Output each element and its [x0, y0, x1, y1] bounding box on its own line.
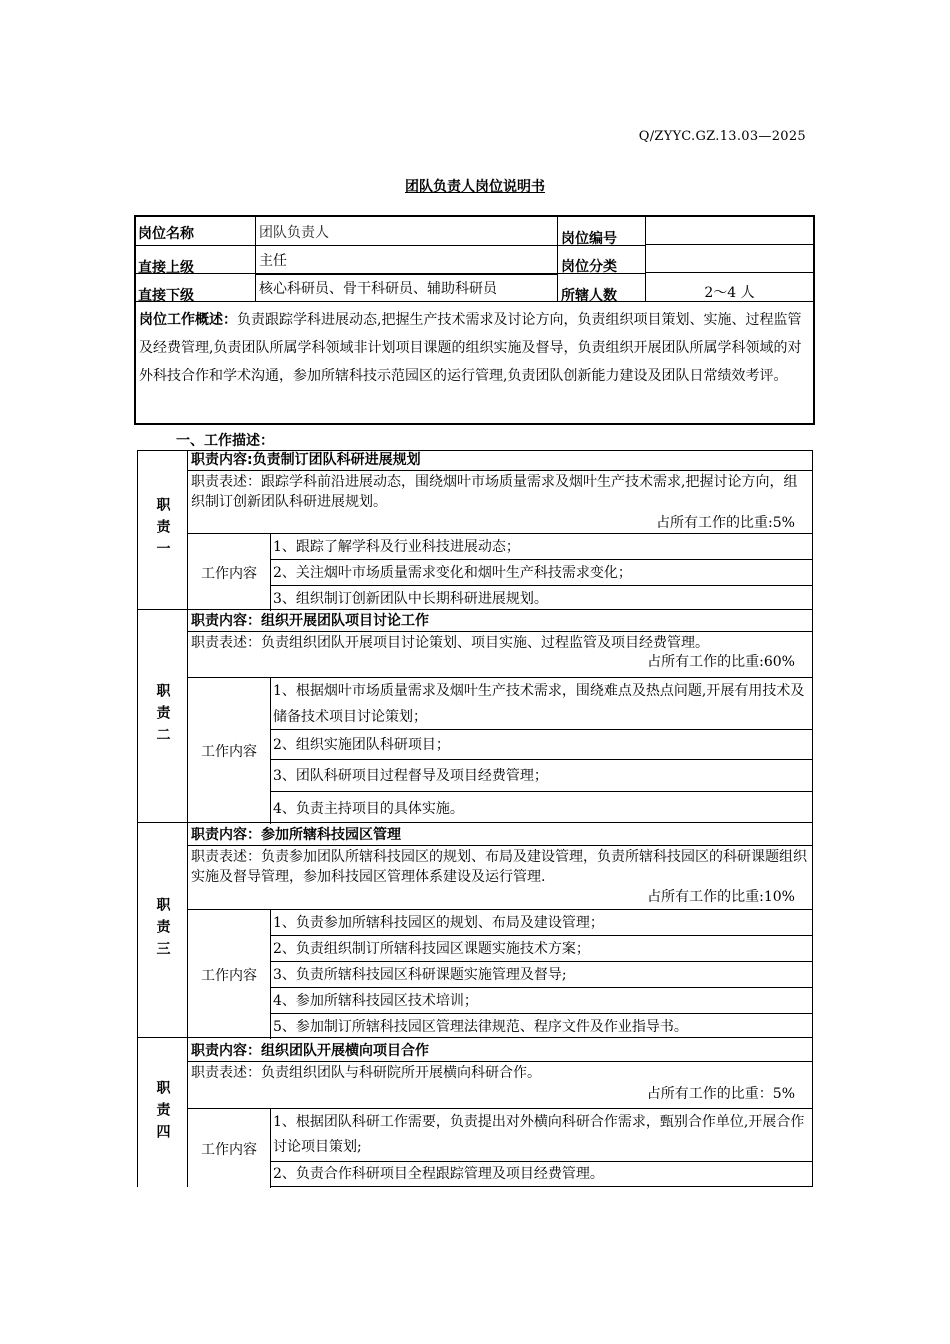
- duty-label-text: 职责三: [154, 897, 171, 963]
- document-title-text: 团队负责人岗位说明书: [405, 179, 545, 195]
- duty-block-1: [137, 450, 813, 610]
- work-item: 1、负责参加所辖科技园区的规划、布局及建设管理；: [271, 910, 813, 936]
- work-item: 3、组织制订创新团队中长期科研进展规划。: [273, 590, 548, 607]
- row-position-name: [136, 217, 813, 245]
- summary-text: 负责跟踪学科进展动态,把握生产技术需求及讨论方向，负责组织项目策划、实施、过程监管及经费管理,负责团队所属学科领域非计划项目课题的组织实施及督导，负责组织开展团队所属学科领域的对外科技合作和学术沟通，参加所辖科技示范园区的运行管理,负责团队创新能力建设及团队日常绩效考评。: [139, 312, 802, 384]
- headcount-label: 所辖人数: [558, 273, 646, 301]
- work-content-label: 工作内容: [188, 533, 271, 611]
- duty-title: 职责内容：组织开展团队项目讨论工作: [188, 610, 813, 632]
- duty-content: [188, 451, 813, 532]
- duty-description: 职责表述：跟踪学科前沿进展动态，围绕烟叶市场质量需求及烟叶生产技术需求,把握讨论方向，组织制订创新团队科研进展规划。: [191, 474, 798, 510]
- duty-label-text: 职责二: [154, 683, 171, 749]
- duty-title: 职责内容：组织团队开展横向项目合作: [188, 1038, 813, 1062]
- position-number-value: [646, 217, 813, 245]
- duty-label: [138, 1038, 188, 1187]
- duty-ratio: 占所有工作的比重:10%: [647, 889, 795, 905]
- duty-ratio: 占所有工作的比重:5%: [656, 515, 795, 531]
- work-items: [271, 909, 813, 1039]
- work-item: 5、参加制订所辖科技园区管理法律规范、程序文件及作业指导书。: [273, 1019, 688, 1035]
- work-items: [271, 1108, 813, 1188]
- document-code: Q/ZYYC.GZ.13.03—2025: [638, 129, 806, 144]
- work-item: 1、跟踪了解学科及行业科技进展动态；: [271, 534, 813, 560]
- summary-label: 岗位工作概述：: [139, 312, 237, 328]
- row-superior: [136, 245, 813, 276]
- duty-description: 职责表述：负责参加团队所辖科技园区的规划、布局及建设管理，负责所辖科技园区的科研课题组织实施及督导管理，参加科技园区管理体系建设及运行管理.: [191, 849, 807, 885]
- section-title: 一、工作描述：: [176, 433, 274, 449]
- duty-description: 职责表述：负责组织团队与科研院所开展横向科研合作。: [191, 1065, 541, 1081]
- headcount-value: 2～4 人: [704, 285, 755, 301]
- position-number-label: 岗位编号: [558, 217, 646, 245]
- work-content-label: 工作内容: [188, 677, 271, 824]
- work-item: 2、负责合作科研项目全程跟踪管理及项目经费管理。: [271, 1162, 813, 1187]
- work-item: 4、参加所辖科技园区技术培训；: [271, 988, 813, 1014]
- duty-label: [138, 823, 188, 1037]
- duty-description: 职责表述：负责组织团队开展项目讨论策划、项目实施、过程监管及项目经费管理。: [191, 635, 709, 651]
- subordinate-value: 核心科研员、骨干科研员、辅助科研员: [256, 273, 558, 301]
- position-category-label: 岗位分类: [558, 245, 646, 273]
- subordinate-label: 直接下级: [136, 273, 256, 301]
- superior-value: 主任: [256, 245, 558, 273]
- work-item: 3、负责所辖科技园区科研课题实施管理及督导;: [271, 962, 813, 988]
- duty-label: [138, 610, 188, 822]
- duty-block-2: [137, 609, 813, 823]
- document-title: [0, 176, 950, 196]
- duty-ratio: 占所有工作的比重:60%: [647, 654, 795, 670]
- position-info-table: [134, 215, 815, 425]
- work-item: 4、负责主持项目的具体实施。: [273, 800, 464, 817]
- duty-title: 职责内容:负责制订团队科研进展规划: [188, 451, 813, 471]
- work-item: 1、根据团队科研工作需要，负责提出对外横向科研合作需求，甄别合作单位,开展合作讨论项目策划;: [271, 1109, 813, 1162]
- duty-label-text: 职责一: [154, 497, 171, 563]
- duty-title: 职责内容：参加所辖科技园区管理: [188, 823, 813, 846]
- work-content-label: 工作内容: [188, 909, 271, 1039]
- work-item: 1、根据烟叶市场质量需求及烟叶生产技术需求，围绕难点及热点问题,开展有用技术及储备技术项目讨论策划；: [271, 678, 813, 730]
- duty-content: [188, 1038, 813, 1105]
- work-items: [271, 533, 813, 611]
- duty-block-3: [137, 822, 813, 1038]
- work-item: 2、负责组织制订所辖科技园区课题实施技术方案；: [271, 936, 813, 962]
- duty-block-4: [137, 1037, 813, 1187]
- duty-content: [188, 823, 813, 907]
- row-subordinate: [136, 273, 813, 304]
- work-item: 3、团队科研项目过程督导及项目经费管理；: [271, 760, 813, 792]
- superior-label: 直接上级: [136, 245, 256, 273]
- work-item: 2、组织实施团队科研项目；: [271, 730, 813, 760]
- duty-ratio: 占所有工作的比重：5%: [646, 1086, 795, 1102]
- duty-content: [188, 610, 813, 671]
- duty-label: [138, 451, 188, 609]
- position-category-value: [646, 245, 813, 273]
- work-item: 2、关注烟叶市场质量需求变化和烟叶生产科技需求变化；: [271, 560, 813, 586]
- work-items: [271, 677, 813, 824]
- position-name-label: 岗位名称: [136, 217, 256, 245]
- work-content-label: 工作内容: [188, 1108, 271, 1188]
- position-summary: [136, 301, 813, 423]
- position-name-value: 团队负责人: [256, 217, 558, 245]
- duty-label-text: 职责四: [154, 1079, 171, 1146]
